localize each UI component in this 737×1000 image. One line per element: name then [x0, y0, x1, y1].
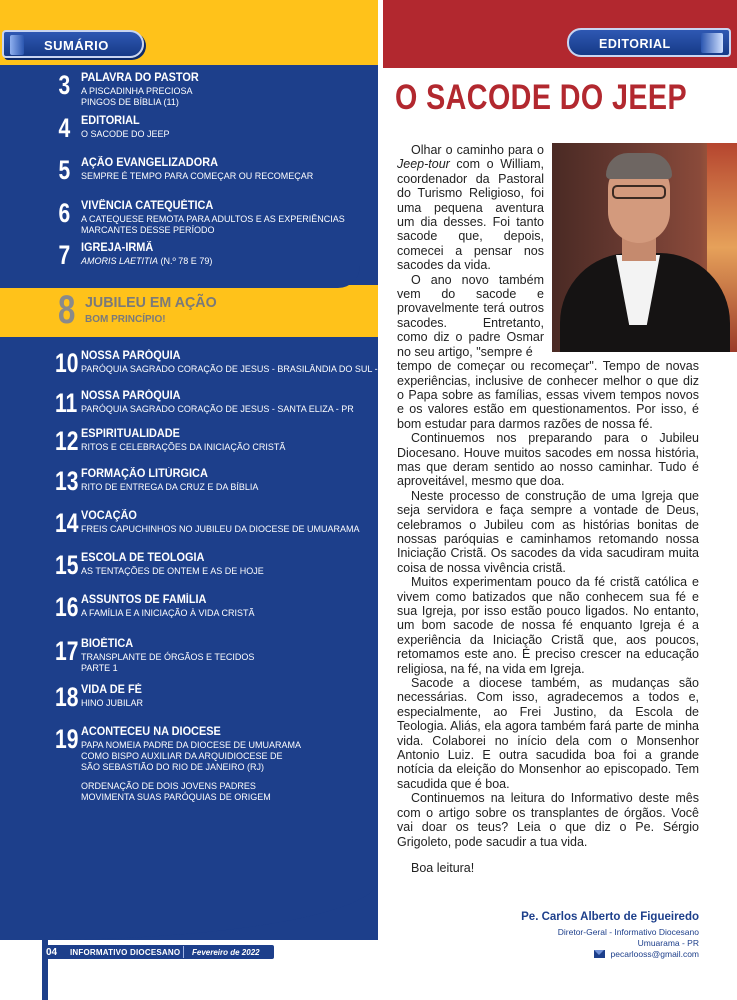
toc-subtitle [81, 698, 143, 709]
article-paragraph: Muitos experimentam pouco da fé cristã católica e vivem como batizados que não conhecem sua fé e sua Igreja, por isso estão pouco ligados. No entanto, um bom sacode de nossa fé enquanto Igreja é a experiência da Iniciação Cristã que, aos poucos, retomamos este ano. É preciso crescer na educação religiosa, na fé, na vida em Igreja. [397, 575, 699, 676]
article-paragraph: Continuemos na leitura do Informativo deste mês com o artigo sobre os transplantes de órgãos. Você vai doar os teus? Leia o que diz o Pe. Sérgio Grigoleto, pode sacudir a tua vida. [397, 791, 699, 849]
toc-subtitle-line: SÃO SEBASTIÃO DO RIO DE JANEIRO (RJ) [81, 762, 265, 772]
article-paragraph: Sacode a diocese também, as mudanças são necessárias. Com isso, agradecemos a todos e, especialmente, ao Frei Justino, da Escola de Teologia. Aliás, ela agora também fará parte de minha vida. Colaborei no início dela com o Monsenhor Antonio Luiz. E outra sacudida boa foi a grande notícia da eleição do Monsenhor ao episcopado. Tem sacudida que é boa. [397, 676, 699, 791]
toc-page-number: 10 [55, 348, 79, 378]
toc-subtitle [81, 608, 255, 619]
editorial-tab [567, 28, 731, 57]
text-italic: Jeep-tour [397, 157, 450, 172]
toc-page-number: 14 [55, 508, 79, 538]
toc-subtitle-line: FREIS CAPUCHINHOS NO JUBILEU DA DIOCESE DE UMUARAMA [81, 524, 360, 534]
toc-subtitle [85, 314, 166, 325]
toc-subtitle-line: PAPA NOMEIA PADRE DA DIOCESE DE UMUARAMA [81, 740, 302, 750]
article-paragraph: Continuemos nos preparando para o Jubileu Diocesano. Houve muitos sacodes em nossa história, mas que deram sentido ao nosso caminhar. Tudo é aproveitável, mesmo que doa. [397, 431, 699, 489]
toc-subtitle [81, 404, 354, 415]
toc-title: NOSSA PARÓQUIA [81, 390, 181, 402]
toc-page-number: 18 [55, 682, 79, 712]
toc-subtitle-line: PARTE 1 [81, 663, 118, 673]
toc-title: NOSSA PARÓQUIA [81, 350, 181, 362]
toc-subtitle [81, 171, 313, 182]
toc-subtitle-line: ORDENAÇÃO DE DOIS JOVENS PADRES [81, 781, 256, 791]
toc-title: EDITORIAL [81, 115, 140, 127]
toc-subtitle-spacer [81, 773, 301, 781]
footer-divider [183, 946, 184, 958]
toc-subtitle-line: RITOS E CELEBRAÇÕES DA INICIAÇÃO CRISTÃ [81, 442, 286, 452]
publication-name: INFORMATIVO DIOCESANO [70, 948, 181, 957]
toc-subtitle-line: O SACODE DO JEEP [81, 129, 170, 139]
toc-subtitle [81, 86, 193, 108]
toc-title: BIOÉTICA [81, 638, 134, 650]
sumario-tab-label: SUMÁRIO [44, 38, 109, 53]
toc-page-number: 12 [55, 426, 79, 456]
toc-subtitle-line: BOM PRINCÍPIO! [85, 314, 166, 325]
tab-stripe-icon [701, 33, 723, 53]
mail-icon [594, 950, 605, 958]
toc-subtitle [81, 524, 360, 535]
toc-subtitle-line: A PISCADINHA PRECIOSA [81, 86, 193, 96]
toc-subtitle [81, 652, 254, 674]
signature-name: Pe. Carlos Alberto de Figueiredo [521, 911, 699, 923]
editorial-article [397, 143, 699, 875]
toc-page-number: 3 [58, 70, 71, 100]
toc-title: ASSUNTOS DE FAMÍLIA [81, 594, 207, 606]
toc-subtitle-line: PINGOS DE BÍBLIA (11) [81, 97, 179, 107]
toc-subtitle-line: COMO BISPO AUXILIAR DA ARQUIDIOCESE DE [81, 751, 283, 761]
toc-subtitle-line: TRANSPLANTE DE ÓRGÃOS E TECIDOS [81, 652, 255, 662]
toc-subtitle [81, 482, 258, 493]
toc-subtitle-line: SEMPRE É TEMPO PARA COMEÇAR OU RECOMEÇAR [81, 171, 314, 181]
toc-title: PALAVRA DO PASTOR [81, 72, 199, 84]
toc-subtitle [81, 214, 345, 236]
toc-subtitle-line: MOVIMENTA SUAS PARÓQUIAS DE ORIGEM [81, 792, 271, 802]
tab-stripe-icon [10, 35, 24, 55]
toc-subtitle [81, 256, 212, 267]
toc-title: IGREJA-IRMÃ [81, 242, 154, 254]
toc-title: JUBILEU EM AÇÃO [85, 294, 217, 311]
toc-page-number: 17 [55, 636, 79, 666]
toc-subtitle-line: PARÓQUIA SAGRADO CORAÇÃO DE JESUS - SANTA ELIZA - PR [81, 404, 354, 414]
toc-subtitle [81, 740, 301, 803]
toc-page-number: 13 [55, 466, 79, 496]
signature-role: Diretor-Geral - Informativo Diocesano [557, 927, 699, 937]
toc-subtitle-line: MARCANTES DESSE PERÍODO [81, 225, 215, 235]
toc-page-number: 5 [58, 155, 71, 185]
toc-subtitle [81, 129, 170, 140]
toc-title: ESPIRITUALIDADE [81, 428, 180, 440]
toc-page-number: 4 [58, 113, 71, 143]
toc-subtitle-line: RITO DE ENTREGA DA CRUZ E DA BÍBLIA [81, 482, 259, 492]
toc-title: ACONTECEU NA DIOCESE [81, 726, 221, 738]
toc-subtitle-line: A FAMÍLIA E A INICIAÇÃO À VIDA CRISTÃ [81, 608, 255, 618]
toc-title: AÇÃO EVANGELIZADORA [81, 157, 218, 169]
toc-page-number: 11 [55, 388, 78, 418]
page-number: 04 [46, 947, 58, 958]
page-title: O SACODE DO JEEP [395, 78, 688, 117]
article-paragraph: tempo de começar ou recomeçar". Tempo de novas experiências, inclusive de conhecer melhor o que diz o Papa sobre as famílias, essas vivem tempos novos e os valores estão em questionamentos. Por isso, é bom estudar para darmos razões de nossa fé. [397, 359, 699, 431]
toc-subtitle-rest: (N.º 78 E 79) [158, 256, 213, 266]
toc-title: FORMAÇÃO LITÚRGICA [81, 468, 208, 480]
toc-page-number: 15 [55, 550, 79, 580]
toc-page-number: 19 [55, 724, 79, 754]
toc-subtitle [81, 364, 393, 375]
toc-subtitle-line: PARÓQUIA SAGRADO CORAÇÃO DE JESUS - BRASILÂNDIA DO SUL - PR [81, 364, 393, 374]
toc-page-number: 8 [58, 288, 76, 332]
text-run: Olhar o caminho para o [411, 143, 544, 157]
toc-title: VIDA DE FÉ [81, 684, 142, 696]
toc-subtitle-line: HINO JUBILAR [81, 698, 144, 708]
editorial-tab-label: EDITORIAL [599, 37, 671, 51]
toc-subtitle [81, 442, 285, 453]
signature-city: Umuarama - PR [637, 938, 699, 948]
toc-page-number: 16 [55, 592, 79, 622]
article-paragraph: O ano novo também vem do sacode e provavelmente terá outros sacodes. Entretanto, como diz o padre Osmar no seu artigo, "sempre é [397, 272, 544, 359]
toc-title: VOCAÇÃO [81, 510, 137, 522]
article-paragraph [397, 143, 544, 273]
article-closing: Boa leitura! [411, 860, 475, 875]
sumario-tab [2, 30, 144, 58]
toc-subtitle [81, 566, 264, 577]
toc-page-number: 7 [58, 240, 71, 270]
toc-title: VIVÊNCIA CATEQUÉTICA [81, 200, 214, 212]
text-run: com o William, coordenador da Pastoral do Turismo Religioso, foi uma pequena aventura um dia desses. Foi tanto sacode que, depois, comecei a pensar nos sacodes da vida. [397, 157, 544, 273]
toc-page-number: 6 [58, 198, 71, 228]
toc-subtitle-line: A CATEQUESE REMOTA PARA ADULTOS E AS EXPERIÊNCIAS [81, 214, 345, 224]
toc-subtitle-italic: AMORIS LAETITIA [81, 256, 159, 266]
issue-date: Fevereiro de 2022 [192, 948, 260, 957]
article-paragraph: Neste processo de construção de uma Igreja que seja servidora e faça sempre a vontade de Deus, celebramos o Jubileu com as histórias bonitas de nossas paróquias e caminhamos retomando nossa Iniciação Cristã. Os sacodes da vida sacudiram muita coisa de nossa vivência cristã. [397, 488, 699, 575]
toc-title: ESCOLA DE TEOLOGIA [81, 552, 205, 564]
signature-email[interactable]: pecarlooss@gmail.com [610, 949, 699, 959]
toc-subtitle-line: AS TENTAÇÕES DE ONTEM E AS DE HOJE [81, 566, 264, 576]
